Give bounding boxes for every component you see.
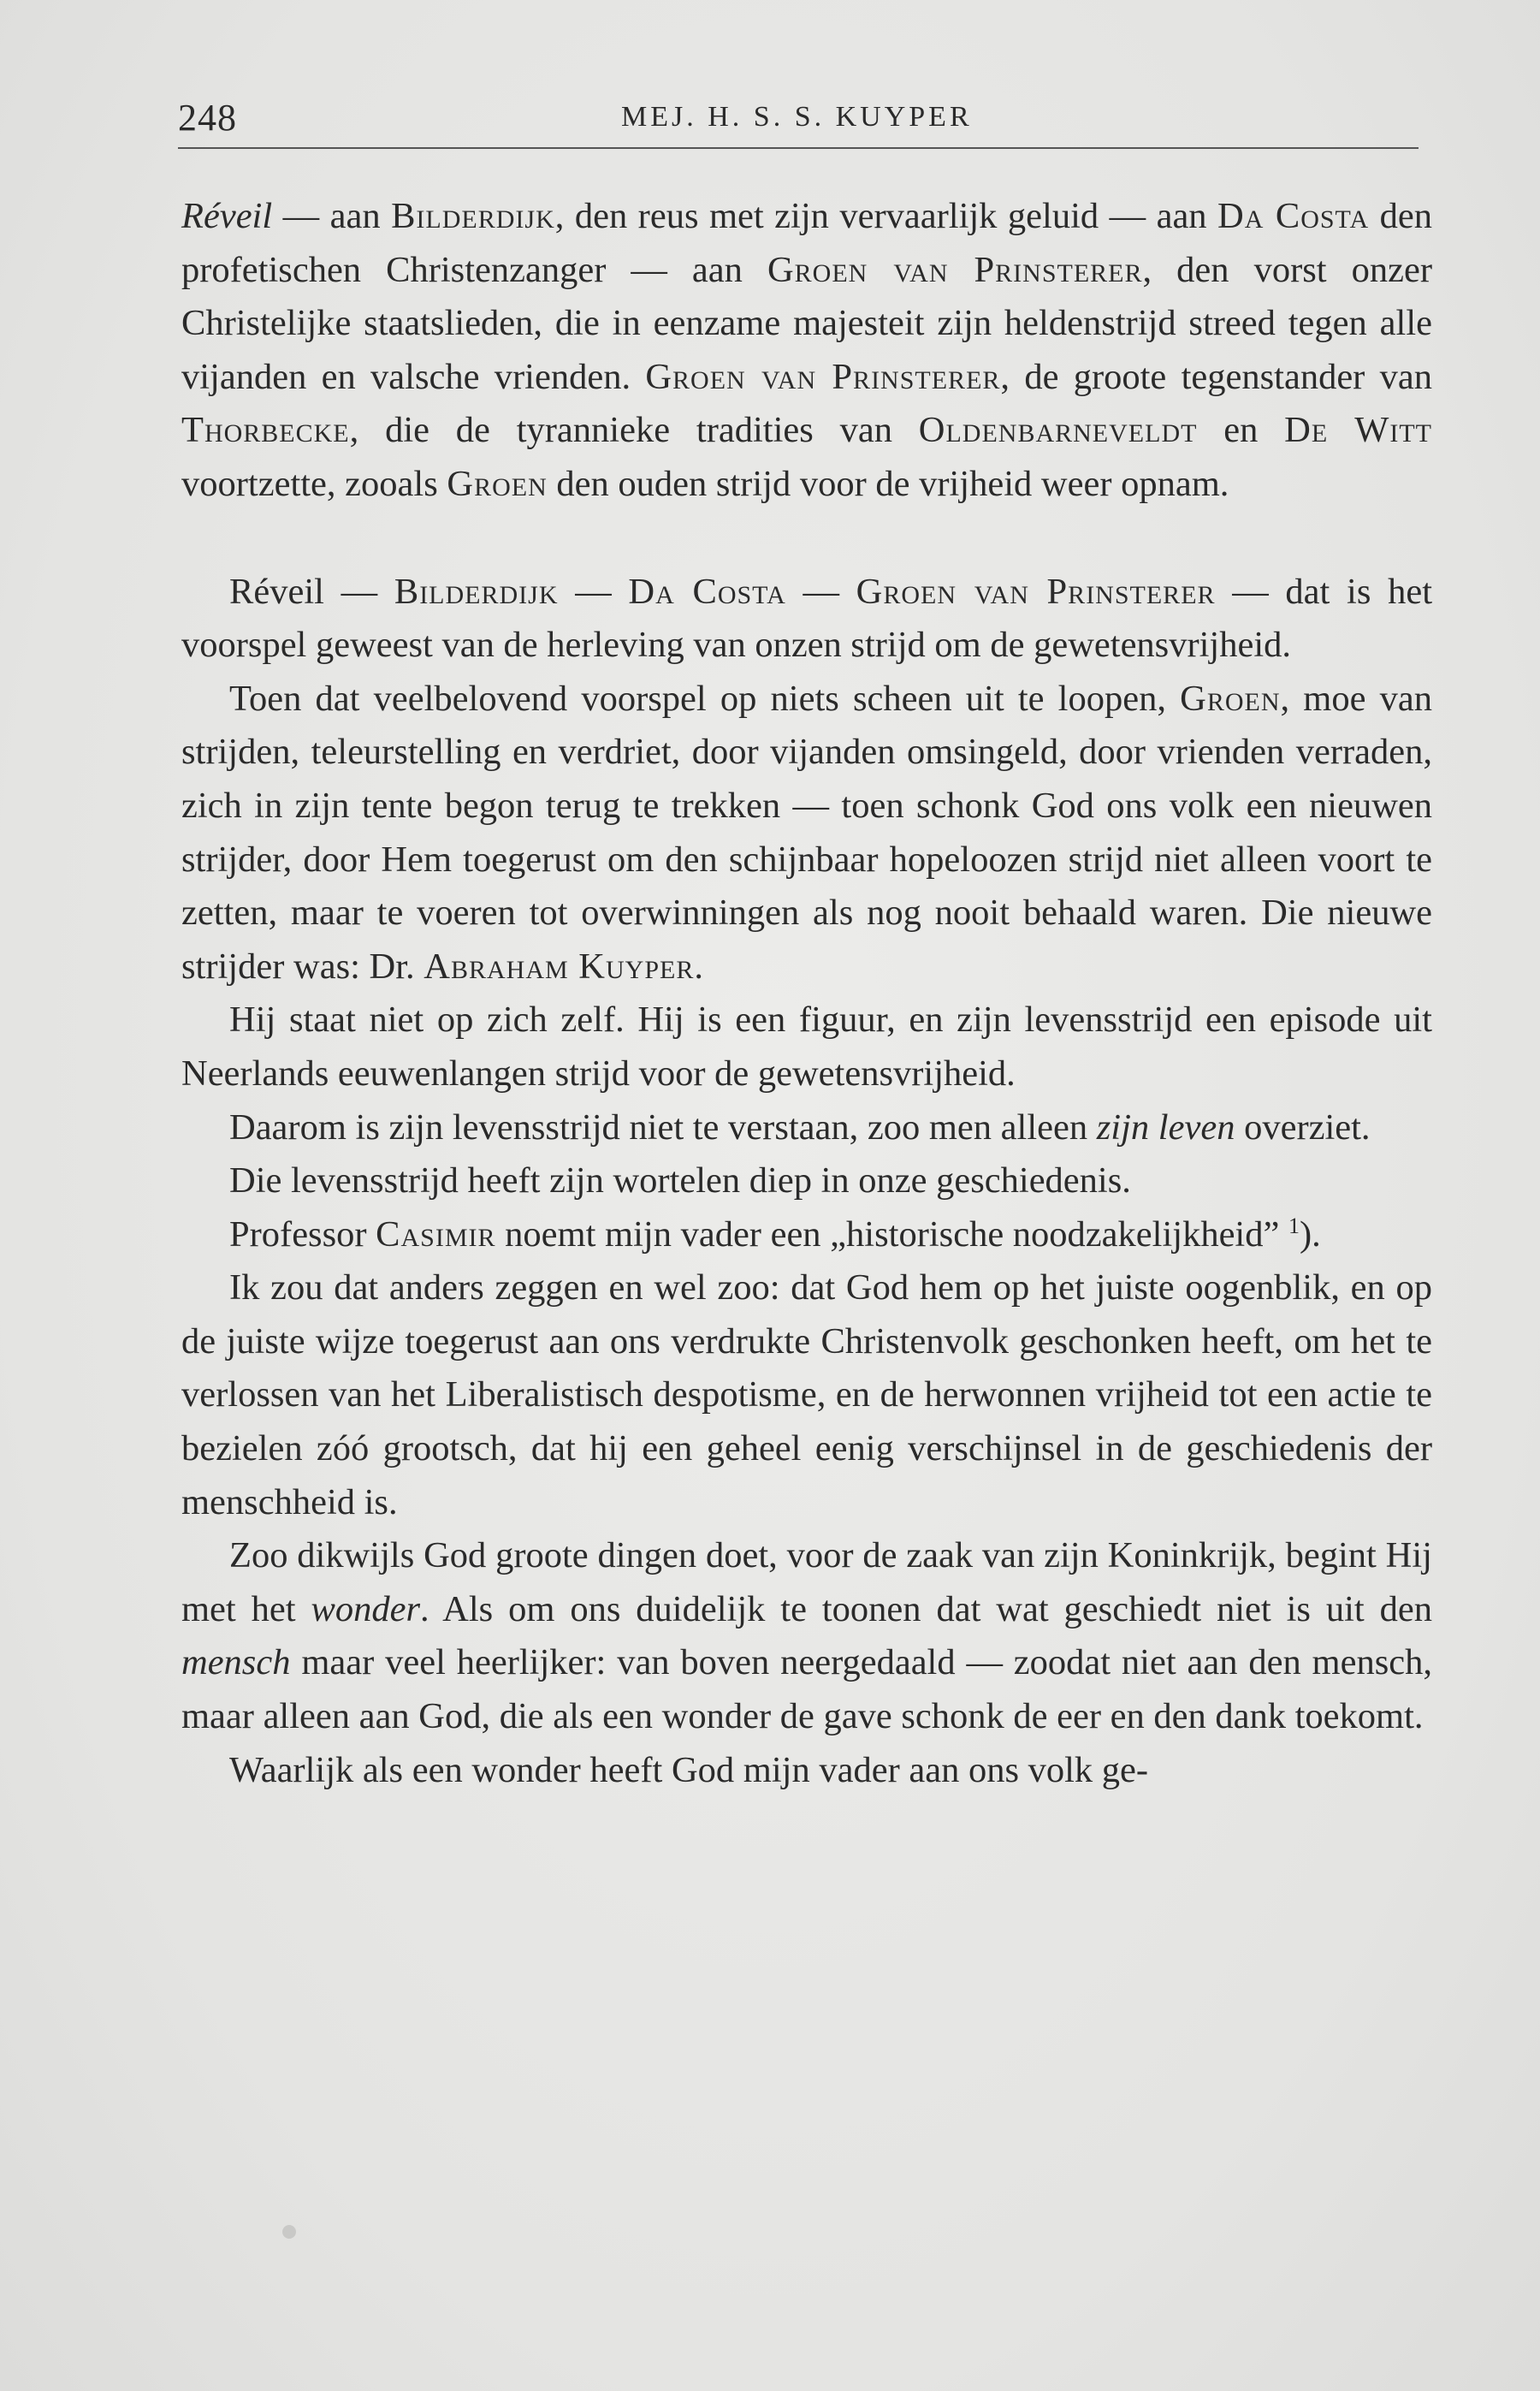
running-head: MEJ. H. S. S. KUYPER: [621, 101, 973, 133]
body-text: [181, 190, 1432, 1797]
paragraph-roots: Die levensstrijd heeft zijn wortelen diep in onze geschiedenis.: [229, 1160, 1131, 1201]
paper-speck: [282, 2225, 296, 2239]
paragraph-new-fighter: Toen dat veelbelovend voorspel op niets scheen uit te loopen, Groen, moe van strijden, teleurstelling en verdriet, door vijanden omsingeld, door vrienden verraden, zich in zijn tente begon terug te trekken — toen schonk God ons volk een nieuwen strijder, door Hem toegerust om den schijnbaar hopeloozen strijd niet alleen voort te zetten, maar te voeren tot overwinningen als nog nooit behaald waren. Die nieuwe strijder was: Dr. Abraham Kuyper.: [181, 678, 1432, 987]
paragraph-wonder: Zoo dikwijls God groote dingen doet, voor de zaak van zijn Koninkrijk, begint Hij met het wonder. Als om ons duidelijk te toonen dat wat geschiedt niet is uit den mensch maar veel heerlijker: van boven neergedaald — zoodat niet aan den mensch, maar alleen aan God, die als een wonder de gave schonk de eer en den dank toekomt.: [181, 1535, 1432, 1737]
page-number: 248: [178, 97, 237, 139]
paragraph-reveil-intro: Réveil — aan Bilderdijk, den reus met zijn vervaarlijk geluid — aan Da Costa den profetischen Christenzanger — aan Groen van Prinsterer, den vorst onzer Christelijke staatslieden, die in eenzame majesteit zijn heldenstrijd streed tegen alle vijanden en valsche vrienden. Groen van Prinsterer, de groote tegenstander van Thorbecke, die de tyrannieke tradities van Oldenbarneveldt en De Witt voortzette, zooals Groen den ouden strijd voor de vrijheid weer opnam.: [181, 196, 1432, 504]
paragraph-casimir: Professor Casimir noemt mijn vader een „historische noodzakelijkheid” $^1$).: [229, 1213, 1321, 1255]
footnote-marker[interactable]: 1: [1288, 1213, 1300, 1238]
page-header: [178, 96, 1419, 147]
header-rule: [178, 147, 1419, 149]
paragraph-god-gave: Ik zou dat anders zeggen en wel zoo: dat God hem op het juiste oogenblik, en op de juiste wijze toegerust aan ons verdrukte Christenvolk geschonken heeft, om het te verlossen van het Liberalistisch despotisme, en de herwonnen vrijheid tot een actie te bezielen zóó grootsch, dat hij een geheel eenig verschijnsel in de geschiedenis der menschheid is.: [181, 1267, 1432, 1522]
paragraph-daarom: Daarom is zijn levensstrijd niet te verstaan, zoo men alleen zijn leven overziet.: [229, 1107, 1371, 1148]
paragraph-reveil-summary: Réveil — Bilderdijk — Da Costa — Groen van Prinsterer — dat is het voorspel geweest van de herleving van onzen strijd om de gewetensvrijheid.: [181, 571, 1433, 666]
paragraph-gap: [181, 512, 1432, 566]
paragraph-waarlijk: Waarlijk als een wonder heeft God mijn vader aan ons volk ge-: [229, 1749, 1149, 1790]
paragraph-figure: Hij staat niet op zich zelf. Hij is een figuur, en zijn levensstrijd een episode uit Neerlands eeuwenlangen strijd voor de gewetensvrijheid.: [181, 1000, 1432, 1094]
